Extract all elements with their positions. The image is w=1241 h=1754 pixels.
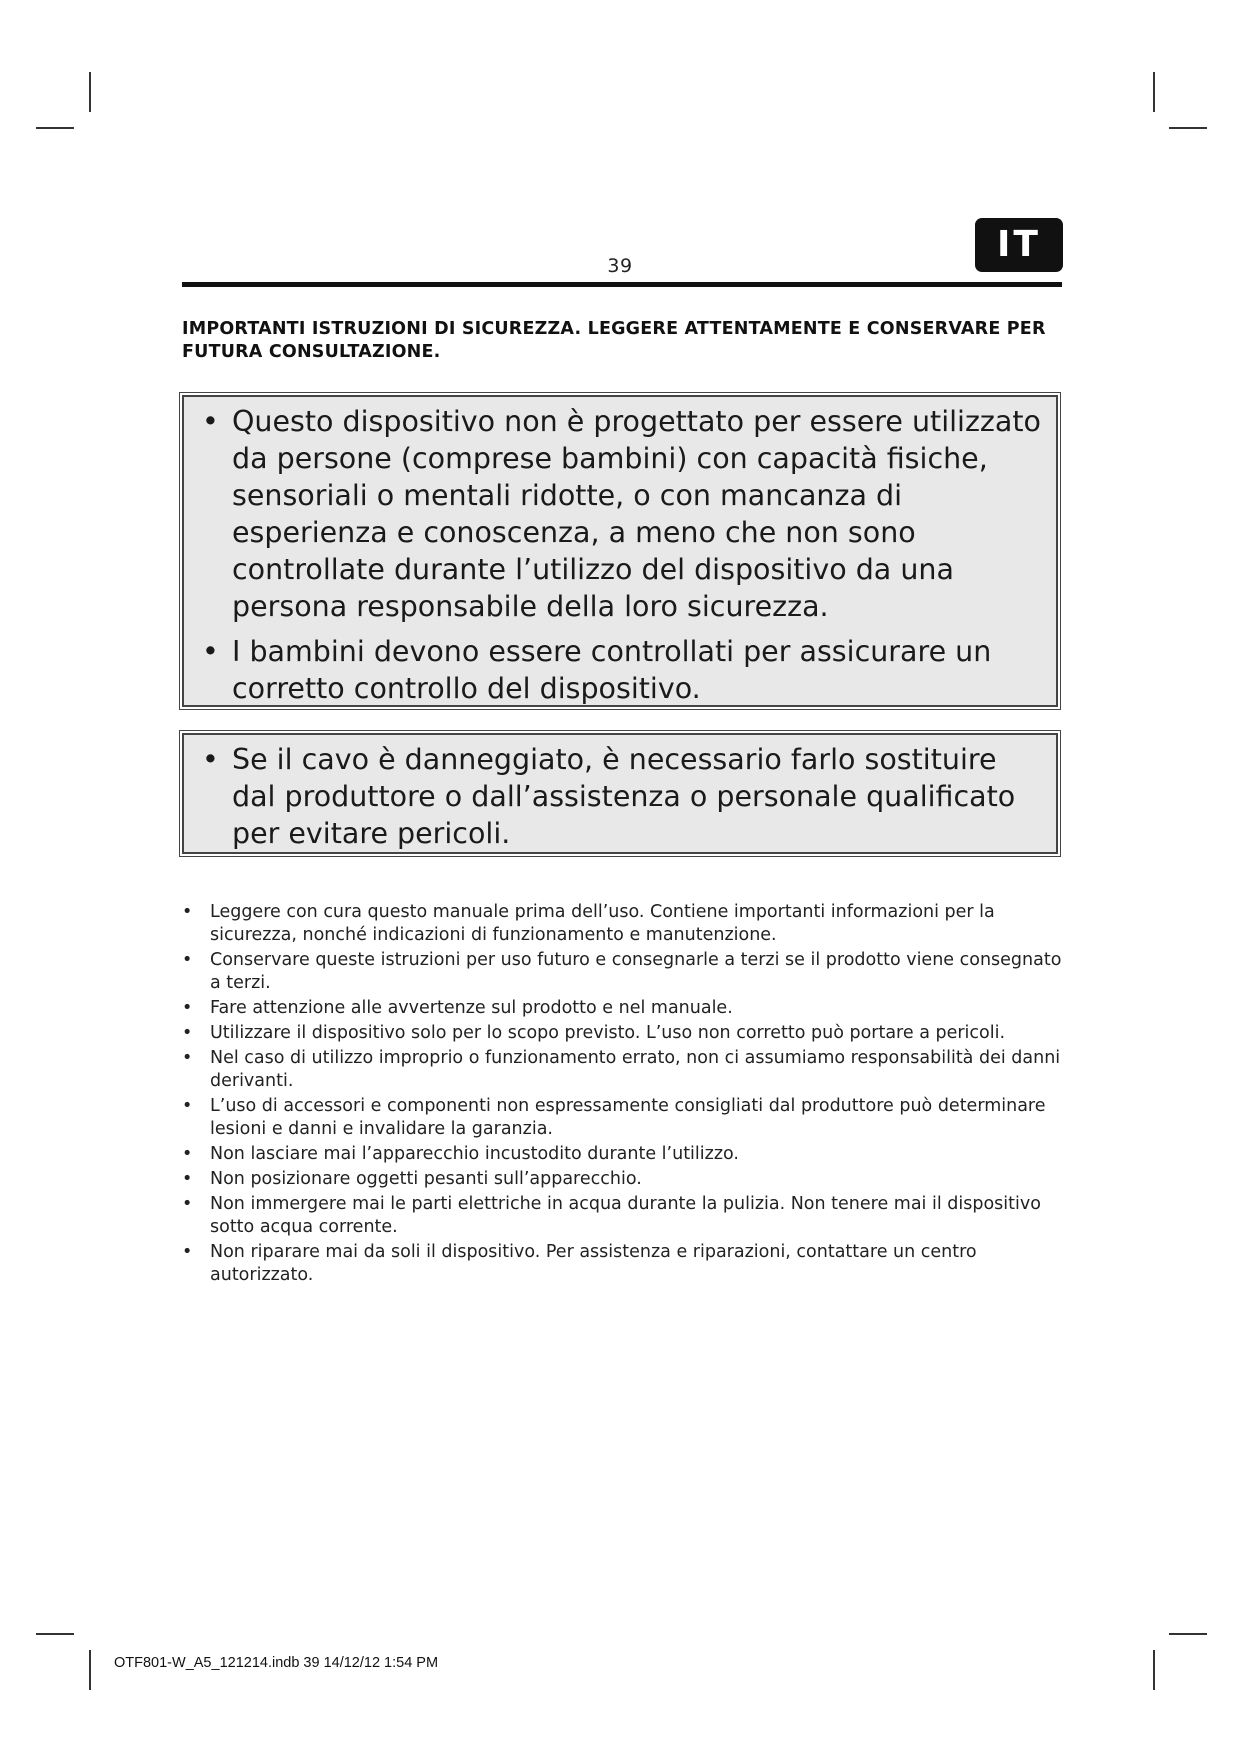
print-slug-line: OTF801-W_A5_121214.indb 39 14/12/12 1:54 PM [114,1655,439,1671]
note-text: Non posizionare oggetti pesanti sull’apparecchio. [210,1169,642,1189]
bullet: • [182,1048,193,1068]
bullet: • [182,1023,193,1043]
warning-text: Se il cavo è danneggiato, è necessario farlo sostituire dal produttore o dall’assistenza o personale qualificato per evitare pericoli. [232,743,1016,850]
safety-notes-list [182,901,1072,1289]
bullet: • [182,1194,193,1214]
note-item [182,997,1072,1020]
warning-text: I bambini devono essere controllati per assicurare un corretto controllo del dispositivo. [232,635,992,705]
note-text: Leggere con cura questo manuale prima dell’uso. Contiene importanti informazioni per la sicurezza, nonché indicazioni di funzionamento e manutenzione. [210,902,995,945]
crop-mark-bottom-left-v [89,1650,91,1690]
note-text: Utilizzare il dispositivo solo per lo scopo previsto. L’uso non corretto può portare a pericoli. [210,1023,1006,1043]
note-item [182,949,1072,995]
note-text: L’uso di accessori e componenti non espressamente consigliati dal produttore può determinare lesioni e danni e invalidare la garanzia. [210,1096,1046,1139]
note-text: Conservare queste istruzioni per uso futuro e consegnarle a terzi se il prodotto viene consegnato a terzi. [210,950,1062,993]
note-item [182,1193,1072,1239]
note-item [182,1241,1072,1287]
warning-box-2 [182,733,1058,854]
crop-mark-bottom-right-h [1169,1633,1207,1635]
note-text: Non riparare mai da soli il dispositivo. Per assistenza e riparazioni, contattare un centro autorizzato. [210,1242,977,1285]
safety-heading: IMPORTANTI ISTRUZIONI DI SICUREZZA. LEGGERE ATTENTAMENTE E CONSERVARE PER FUTURA CONSULTAZIONE. [182,319,1046,362]
crop-mark-top-right-h [1169,127,1207,129]
warning-item [202,403,1048,625]
bullet: • [182,1169,193,1189]
bullet: • [202,635,219,668]
bullet: • [182,950,193,970]
note-text: Non lasciare mai l’apparecchio incustodito durante l’utilizzo. [210,1144,739,1164]
bullet: • [202,405,219,438]
note-text: Nel caso di utilizzo improprio o funzionamento errato, non ci assumiamo responsabilità dei danni derivanti. [210,1048,1061,1091]
bullet: • [182,998,193,1018]
bullet: • [182,902,193,922]
note-item [182,1095,1072,1141]
bullet: • [202,743,219,776]
warning-box-1 [182,395,1058,707]
page-number: 39 [607,255,633,277]
bullet: • [182,1096,193,1116]
note-item [182,1168,1072,1191]
bullet: • [182,1242,193,1262]
header-rule [182,282,1062,287]
crop-mark-bottom-right-v [1153,1650,1155,1690]
crop-mark-top-left-h [36,127,74,129]
warning-text: Questo dispositivo non è progettato per essere utilizzato da persone (comprese bambini) con capacità fisiche, sensoriali o mentali ridotte, o con mancanza di esperienza e conoscenza, a meno che non sono controllate durante l’utilizzo del dispositivo da una persona responsabile della loro sicurezza. [232,405,1041,623]
bullet: • [182,1144,193,1164]
crop-mark-top-left-v [89,72,91,112]
note-item [182,1022,1072,1045]
crop-mark-bottom-left-h [36,1633,74,1635]
note-item [182,901,1072,947]
warning-item [202,633,1048,707]
crop-mark-top-right-v [1153,72,1155,112]
language-badge: IT [975,218,1063,272]
note-text: Non immergere mai le parti elettriche in acqua durante la pulizia. Non tenere mai il dispositivo sotto acqua corrente. [210,1194,1041,1237]
note-item [182,1143,1072,1166]
note-item [182,1047,1072,1093]
warning-item [202,741,1048,852]
note-text: Fare attenzione alle avvertenze sul prodotto e nel manuale. [210,998,733,1018]
